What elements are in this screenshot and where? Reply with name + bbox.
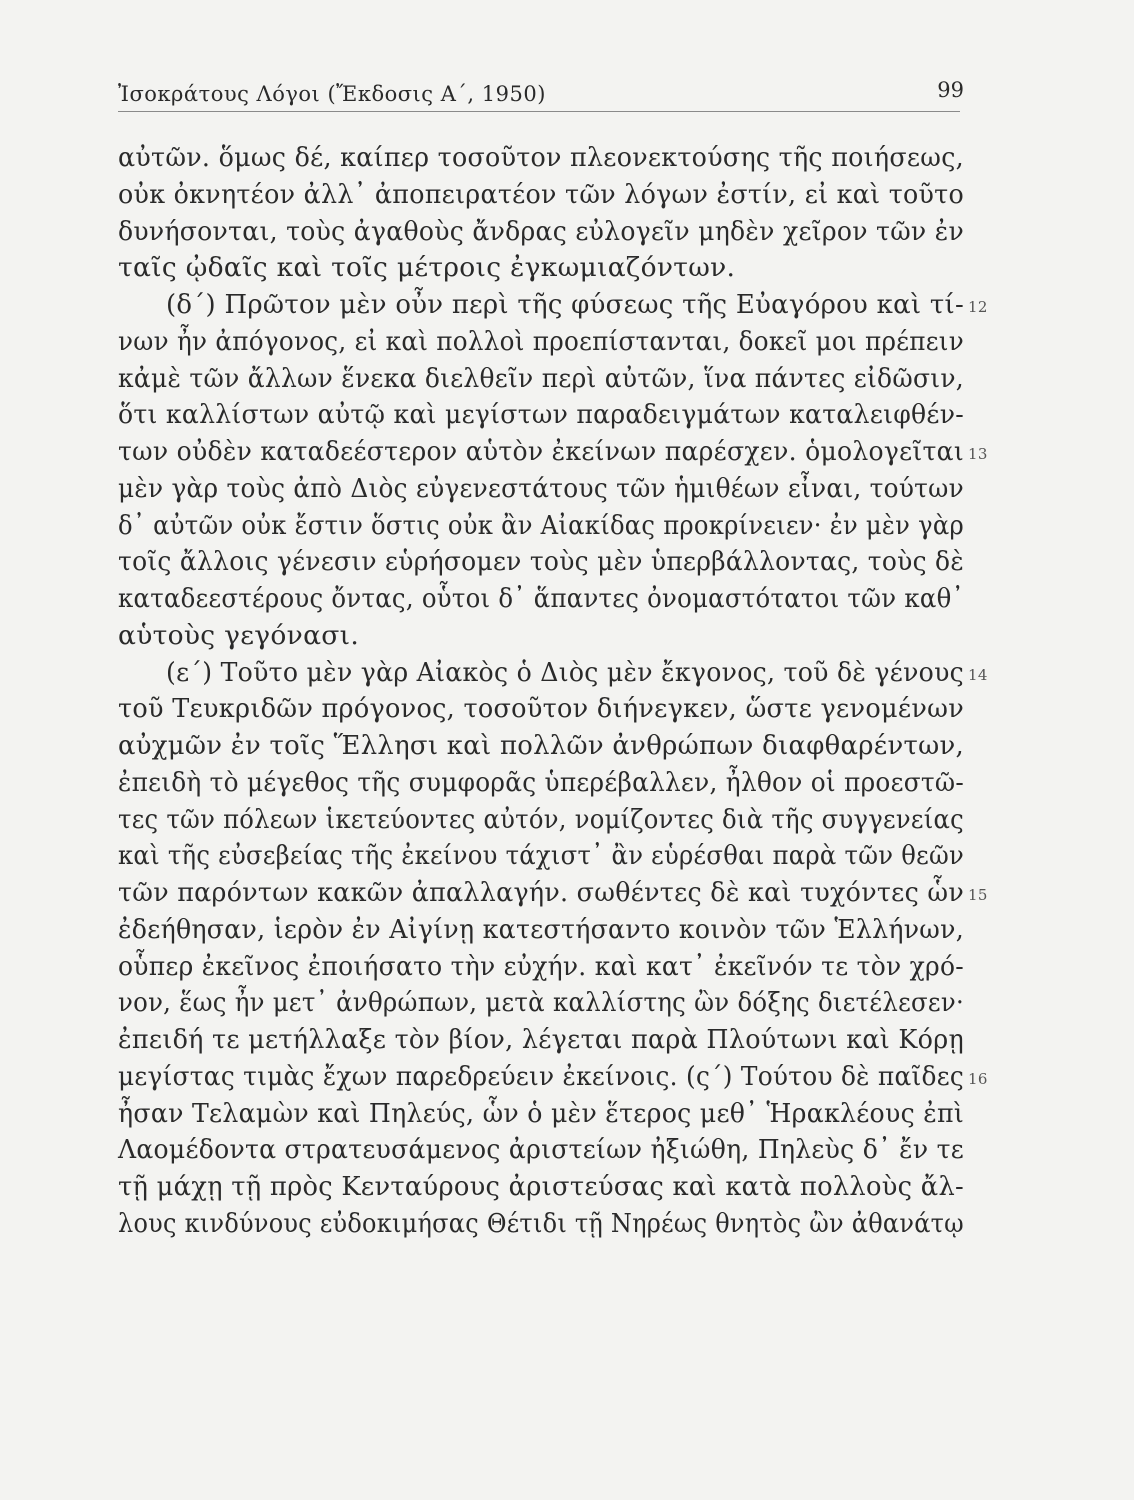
text-line xyxy=(118,397,964,434)
text-line xyxy=(118,949,964,986)
text-line xyxy=(118,655,988,692)
line-text: ὅτι καλλίστων αὐτῷ καὶ μεγίστων παραδειγμάτων καταλειφθέν- xyxy=(118,399,964,431)
running-title: Ἰσοκράτους Λόγοι (Ἔκδοσις Α΄, 1950) xyxy=(118,82,546,106)
line-text: αὐχμῶν ἐν τοῖς Ἕλλησι καὶ πολλῶν ἀνθρώπων διαφθαρέντων, xyxy=(118,730,964,761)
text-line xyxy=(118,1059,988,1096)
text-line xyxy=(118,838,964,875)
section-number: 15 xyxy=(968,886,988,904)
page-header xyxy=(118,78,964,118)
section-number: 12 xyxy=(968,298,988,316)
text-line xyxy=(118,544,964,581)
line-text: τοῖς ἄλλοις γένεσιν εὑρήσομεν τοὺς μὲν ὑπερβάλλοντας, τοὺς δὲ xyxy=(118,546,964,578)
text-line xyxy=(118,177,964,214)
line-text: μὲν γὰρ τοὺς ἀπὸ Διὸς εὐγενεστάτους τῶν ἡμιθέων εἶναι, τούτων xyxy=(118,472,964,504)
body-text xyxy=(118,140,988,1243)
text-line xyxy=(118,508,964,545)
text-line xyxy=(118,287,988,324)
line-text: τῇ μάχῃ τῇ πρὸς Κενταύρους ἀριστεύσας καὶ κατὰ πολλοὺς ἄλ- xyxy=(118,1171,964,1202)
text-line xyxy=(118,1096,964,1133)
text-line xyxy=(118,802,964,839)
text-line xyxy=(118,728,964,765)
line-text: οὗπερ ἐκεῖνος ἐποιήσατο τὴν εὐχήν. καὶ κατ᾿ ἐκεῖνόν τε τὸν χρό- xyxy=(118,950,964,982)
text-line xyxy=(118,214,964,251)
text-line xyxy=(118,985,964,1022)
header-rule xyxy=(118,111,960,112)
text-line xyxy=(118,1206,964,1243)
text-line xyxy=(118,471,964,508)
text-line xyxy=(118,581,964,618)
text-line xyxy=(118,875,988,912)
line-text: τῶν παρόντων κακῶν ἀπαλλαγήν. σωθέντες δὲ καὶ τυχόντες ὧν xyxy=(118,877,964,908)
line-text: ἐδεήθησαν, ἱερὸν ἐν Αἰγίνῃ κατεστήσαντο κοινὸν τῶν Ἑλλήνων, xyxy=(118,913,964,945)
line-text: αὑτοὺς γεγόνασι. xyxy=(118,619,360,651)
text-line xyxy=(118,1022,964,1059)
text-line xyxy=(118,912,964,949)
line-text: λους κινδύνους εὐδοκιμήσας Θέτιδι τῇ Νηρέως θνητὸς ὢν ἀθανάτῳ xyxy=(118,1207,964,1239)
page-number: 99 xyxy=(937,78,964,102)
line-text: ταῖς ᾠδαῖς καὶ τοῖς μέτροις ἐγκωμιαζόντων. xyxy=(118,252,736,284)
line-text: ἦσαν Τελαμὼν καὶ Πηλεύς, ὧν ὁ μὲν ἕτερος μεθ᾿ Ἡρακλέους ἐπὶ xyxy=(118,1097,964,1129)
text-line xyxy=(118,1132,964,1169)
text-line xyxy=(118,691,964,728)
text-line xyxy=(118,324,964,361)
line-text: τες τῶν πόλεων ἱκετεύοντες αὐτόν, νομίζοντες διὰ τῆς συγγενείας xyxy=(118,803,964,835)
line-text: κἀμὲ τῶν ἄλλων ἕνεκα διελθεῖν περὶ αὐτῶν, ἵνα πάντες εἰδῶσιν, xyxy=(118,362,964,394)
line-text: ἐπειδὴ τὸ μέγεθος τῆς συμφορᾶς ὑπερέβαλλεν, ἦλθον οἱ προεστῶ- xyxy=(118,766,964,798)
line-text: των οὐδὲν καταδεέστερον αὑτὸν ἐκείνων παρέσχεν. ὁμολογεῖται xyxy=(118,436,964,467)
line-text: ἐπειδή τε μετήλλαξε τὸν βίον, λέγεται παρὰ Πλούτωνι καὶ Κόρῃ xyxy=(118,1024,964,1055)
text-line xyxy=(118,765,964,802)
line-text: νων ἦν ἀπόγονος, εἰ καὶ πολλοὶ προεπίστανται, δοκεῖ μοι πρέπειν xyxy=(118,325,964,357)
line-text: τοῦ Τευκριδῶν πρόγονος, τοσοῦτον διήνεγκεν, ὥστε γενομένων xyxy=(118,693,964,725)
line-text: οὐκ ὀκνητέον ἀλλ᾿ ἀποπειρατέον τῶν λόγων ἐστίν, εἰ καὶ τοῦτο xyxy=(118,178,964,210)
line-text: δ᾿ αὐτῶν οὐκ ἔστιν ὅστις οὐκ ἂν Αἰακίδας προκρίνειεν· ἐν μὲν γὰρ xyxy=(118,509,964,541)
section-number: 13 xyxy=(968,445,988,463)
line-text: καὶ τῆς εὐσεβείας τῆς ἐκείνου τάχιστ᾿ ἂν εὑρέσθαι παρὰ τῶν θεῶν xyxy=(118,840,964,872)
line-text: (δ΄) Πρῶτον μὲν οὖν περὶ τῆς φύσεως τῆς Εὐαγόρου καὶ τί- xyxy=(166,289,964,320)
section-number: 14 xyxy=(968,665,988,684)
line-text: (ε΄) Τοῦτο μὲν γὰρ Αἰακὸς ὁ Διὸς μὲν ἔκγονος, τοῦ δὲ γένους xyxy=(166,656,964,688)
text-line xyxy=(118,618,964,655)
line-text: δυνήσονται, τοὺς ἀγαθοὺς ἄνδρας εὐλογεῖν μηδὲν χεῖρον τῶν ἐν xyxy=(118,215,964,247)
line-text: Λαομέδοντα στρατευσάμενος ἀριστείων ἠξιώθη, Πηλεὺς δ᾿ ἔν τε xyxy=(118,1134,964,1166)
line-text: νον, ἕως ἦν μετ᾿ ἀνθρώπων, μετὰ καλλίστης ὢν δόξης διετέλεσεν· xyxy=(118,987,964,1019)
line-text: αὐτῶν. ὅμως δέ, καίπερ τοσοῦτον πλεονεκτούσης τῆς ποιήσεως, xyxy=(118,142,964,173)
text-line xyxy=(118,1169,964,1206)
line-text: μεγίστας τιμὰς ἔχων παρεδρεύειν ἐκείνοις. (ς΄) Τούτου δὲ παῖδες xyxy=(118,1060,964,1092)
text-line xyxy=(118,250,964,287)
section-number: 16 xyxy=(968,1069,988,1088)
line-text: καταδεεστέρους ὄντας, οὗτοι δ᾿ ἅπαντες ὀνομαστότατοι τῶν καθ᾿ xyxy=(118,583,964,614)
text-line xyxy=(118,140,964,177)
text-line xyxy=(118,434,988,471)
text-line xyxy=(118,361,964,398)
